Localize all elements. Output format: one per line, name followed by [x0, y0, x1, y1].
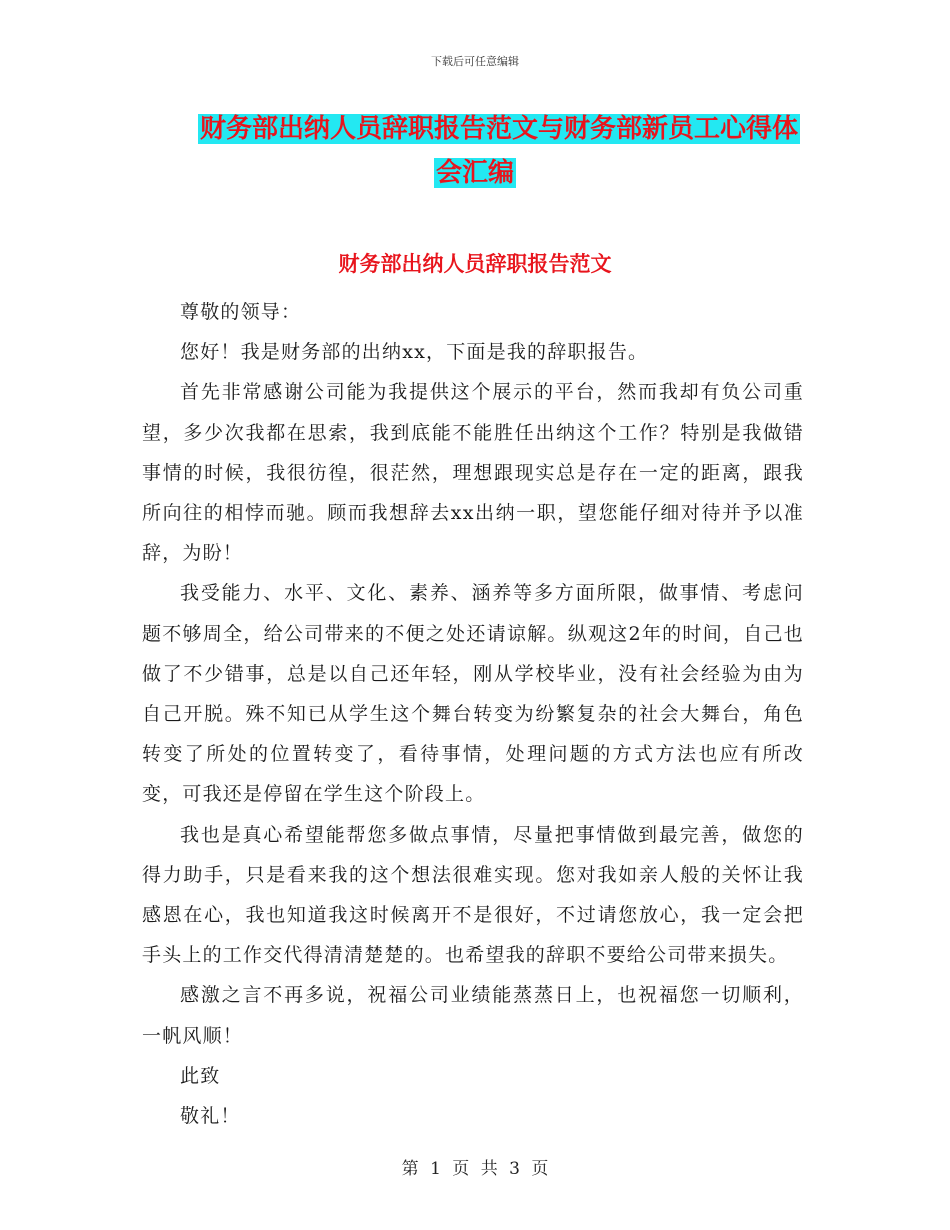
body-paragraph-1: 首先非常感谢公司能为我提供这个展示的平台，然而我却有负公司重望，多少次我都在思索，我到底能不能胜任出纳这个工作？特别是我做错事情的时候，我很彷徨，很茫然，理想跟现实总是存在一定的距离，跟我所向往的相悖而驰。顾而我想辞去xx出纳一职，望您能仔细对待并予以准辞，为盼！ [142, 381, 804, 565]
salutation: 尊敬的领导： [180, 301, 302, 323]
document-title-line-2 [0, 156, 950, 190]
body-paragraph-4: 感激之言不再多说，祝福公司业绩能蒸蒸日上，也祝福您一切顺利，一帆风顺！ [142, 984, 804, 1047]
closing-line-2: 敬礼！ [180, 1105, 241, 1128]
closing-line-1: 此致 [180, 1064, 221, 1087]
document-title-line-1 [24, 112, 950, 146]
document-title-line-2-text: 会汇编 [435, 158, 514, 188]
body-paragraph-2: 我受能力、水平、文化、素养、涵养等多方面所限，做事情、考虑问题不够周全，给公司带来的不便之处还请谅解。纵观这2年的时间，自己也做了不少错事，总是以自己还年轻，刚从学校毕业，没有社会经验为由为自己开脱。殊不知已从学生这个舞台转变为纷繁复杂的社会大舞台，角色转变了所处的位置转变了，看待事情，处理问题的方式方法也应有所改变，可我还是停留在学生这个阶段上。 [142, 582, 804, 806]
page-footer: 第 1 页 共 3 页 [401, 1159, 549, 1179]
section-title: 财务部出纳人员辞职报告范文 [338, 252, 612, 276]
greeting-paragraph: 您好！我是财务部的出纳xx，下面是我的辞职报告。 [180, 341, 649, 364]
body-paragraph-3: 我也是真心希望能帮您多做点事情，尽量把事情做到最完善，做您的得力助手，只是看来我的这个想法很难实现。您对我如亲人般的关怀让我感恩在心，我也知道我这时候离开不是很好，不过请您放心，我一定会把手头上的工作交代得清清楚楚的。也希望我的辞职不要给公司带来损失。 [142, 823, 804, 967]
document-body [142, 292, 804, 1136]
document-title-line-1-text: 财务部出纳人员辞职报告范文与财务部新员工心得体 [199, 114, 798, 144]
header-note: 下载后可任意编辑 [431, 55, 519, 68]
